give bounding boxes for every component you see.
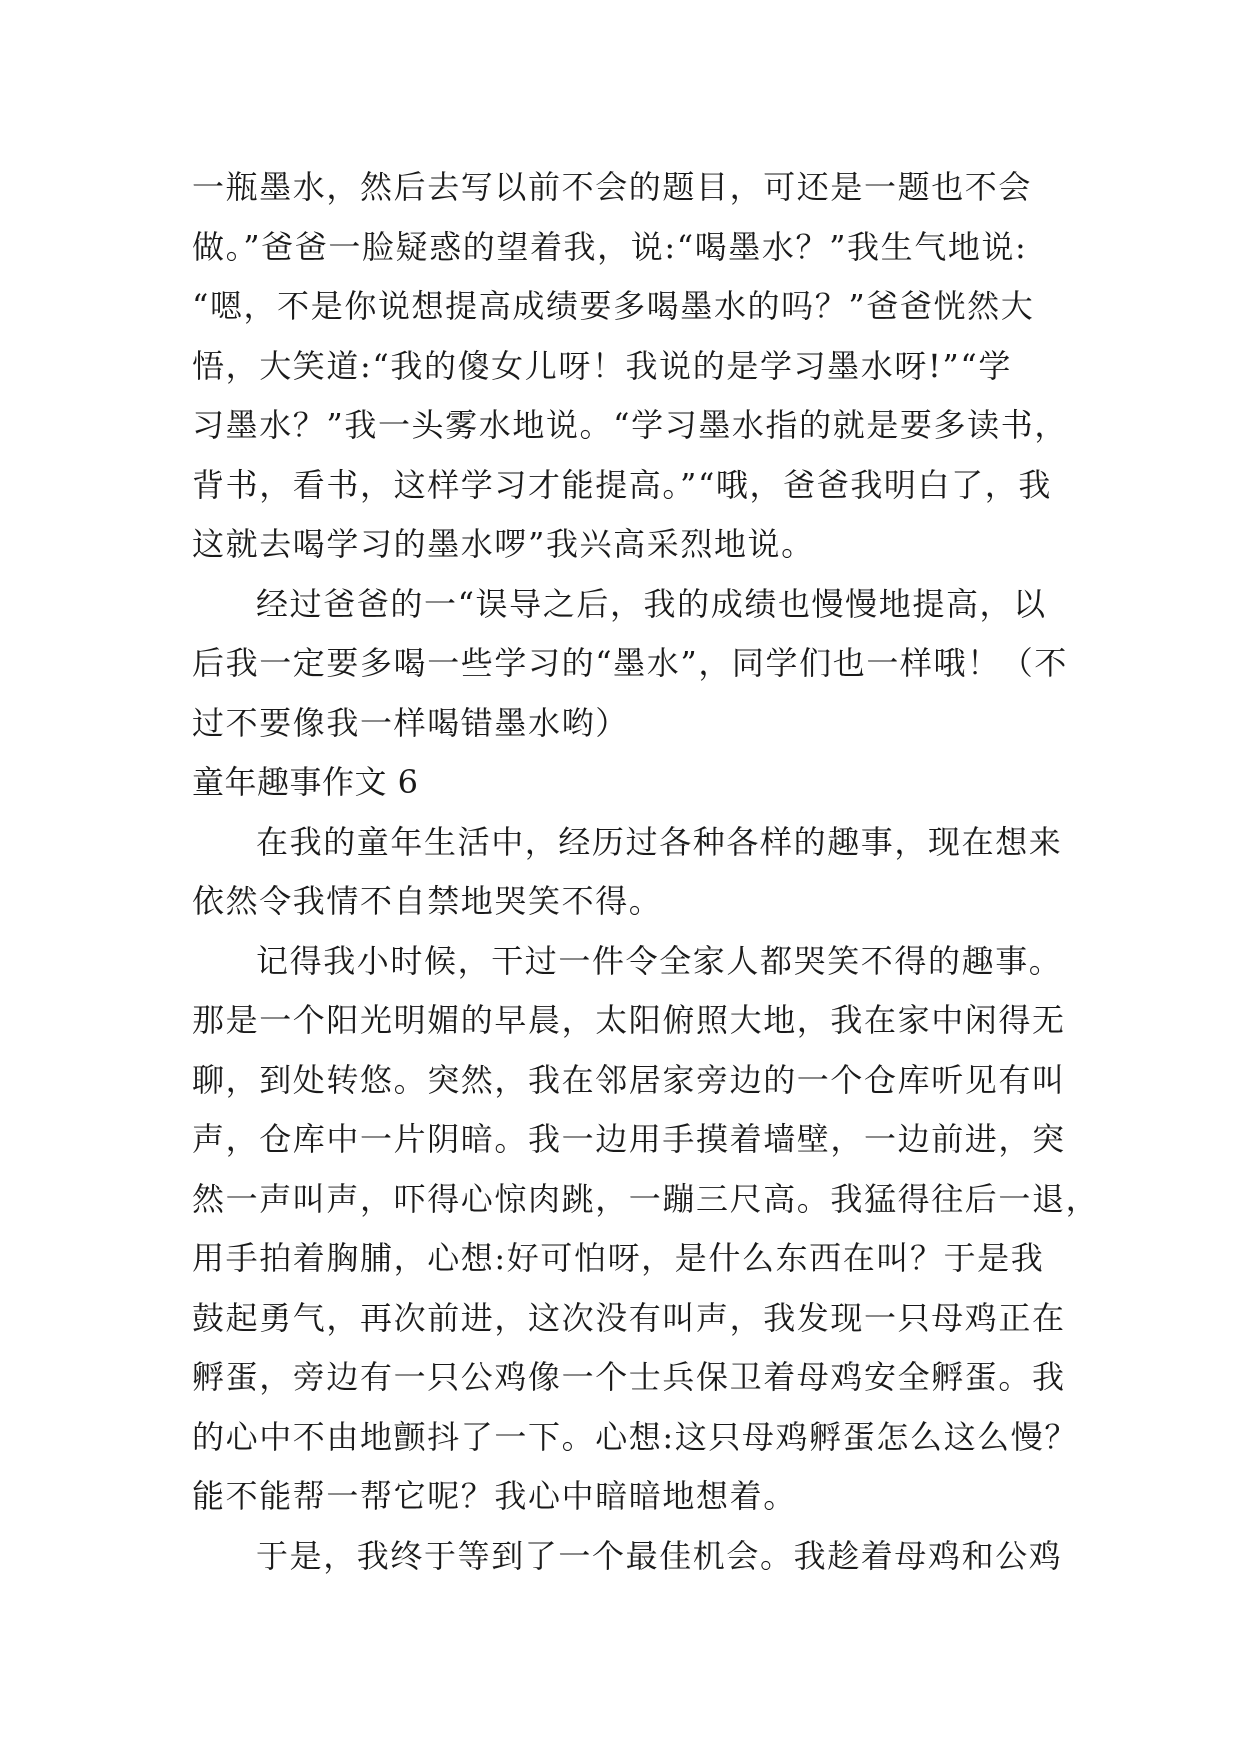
text-line: 能不能帮一帮它呢？我心中暗暗地想着。: [192, 1477, 797, 1515]
text-line: 孵蛋，旁边有一只公鸡像一个士兵保卫着母鸡安全孵蛋。我: [192, 1358, 1066, 1396]
text-line: 习墨水？”我一头雾水地说。“学习墨水指的就是要多读书，: [192, 406, 1068, 444]
text-line: 后我一定要多喝一些学习的“墨水”，同学们也一样哦！（不: [192, 644, 1068, 682]
text-line: 的心中不由地颤抖了一下。心想:这只母鸡孵蛋怎么这么慢？: [192, 1417, 1078, 1456]
text-line: 声，仓库中一片阴暗。我一边用手摸着墙壁，一边前进，突: [192, 1120, 1066, 1158]
text-line: 过不要像我一样喝错墨水哟）: [192, 703, 629, 742]
text-line: 聊，到处转悠。突然，我在邻居家旁边的一个仓库听见有叫: [192, 1060, 1066, 1099]
text-line: 记得我小时候，干过一件令全家人都哭笑不得的趣事。: [256, 941, 1063, 980]
text-line: 用手拍着胸脯，心想:好可怕呀，是什么东西在叫？于是我: [192, 1239, 1045, 1277]
text-line: 依然令我情不自禁地哭笑不得。: [192, 882, 663, 920]
text-line: 做。”爸爸一脸疑惑的望着我，说:“喝墨水？”我生气地说:: [192, 227, 1028, 266]
document-page: [192, 158, 1100, 1586]
text-line: 这就去喝学习的墨水啰”我兴高采烈地说。: [192, 525, 815, 563]
text-line: 在我的童年生活中，经历过各种各样的趣事，现在想来: [256, 822, 1063, 861]
text-line: 那是一个阳光明媚的早晨，太阳俯照大地，我在家中闲得无: [192, 1001, 1066, 1039]
text-line: 一瓶墨水，然后去写以前不会的题目，可还是一题也不会: [192, 168, 1033, 206]
text-line: 经过爸爸的一“误导之后，我的成绩也慢慢地提高，以: [256, 584, 1047, 623]
text-line: 悟，大笑道:“我的傻女儿呀！我说的是学习墨水呀!”“学: [192, 346, 1012, 385]
text-line: “嗯，不是你说想提高成绩要多喝墨水的吗？”爸爸恍然大: [192, 287, 1035, 325]
section-heading: 童年趣事作文 6: [192, 763, 419, 801]
text-line: 于是，我终于等到了一个最佳机会。我趁着母鸡和公鸡: [256, 1536, 1063, 1575]
text-line: 然一声叫声，吓得心惊肉跳，一蹦三尺高。我猛得往后一退，: [192, 1179, 1100, 1218]
text-line: 背书，看书，这样学习才能提高。”“哦，爸爸我明白了，我: [192, 465, 1052, 504]
text-line: 鼓起勇气，再次前进，这次没有叫声，我发现一只母鸡正在: [192, 1298, 1066, 1337]
